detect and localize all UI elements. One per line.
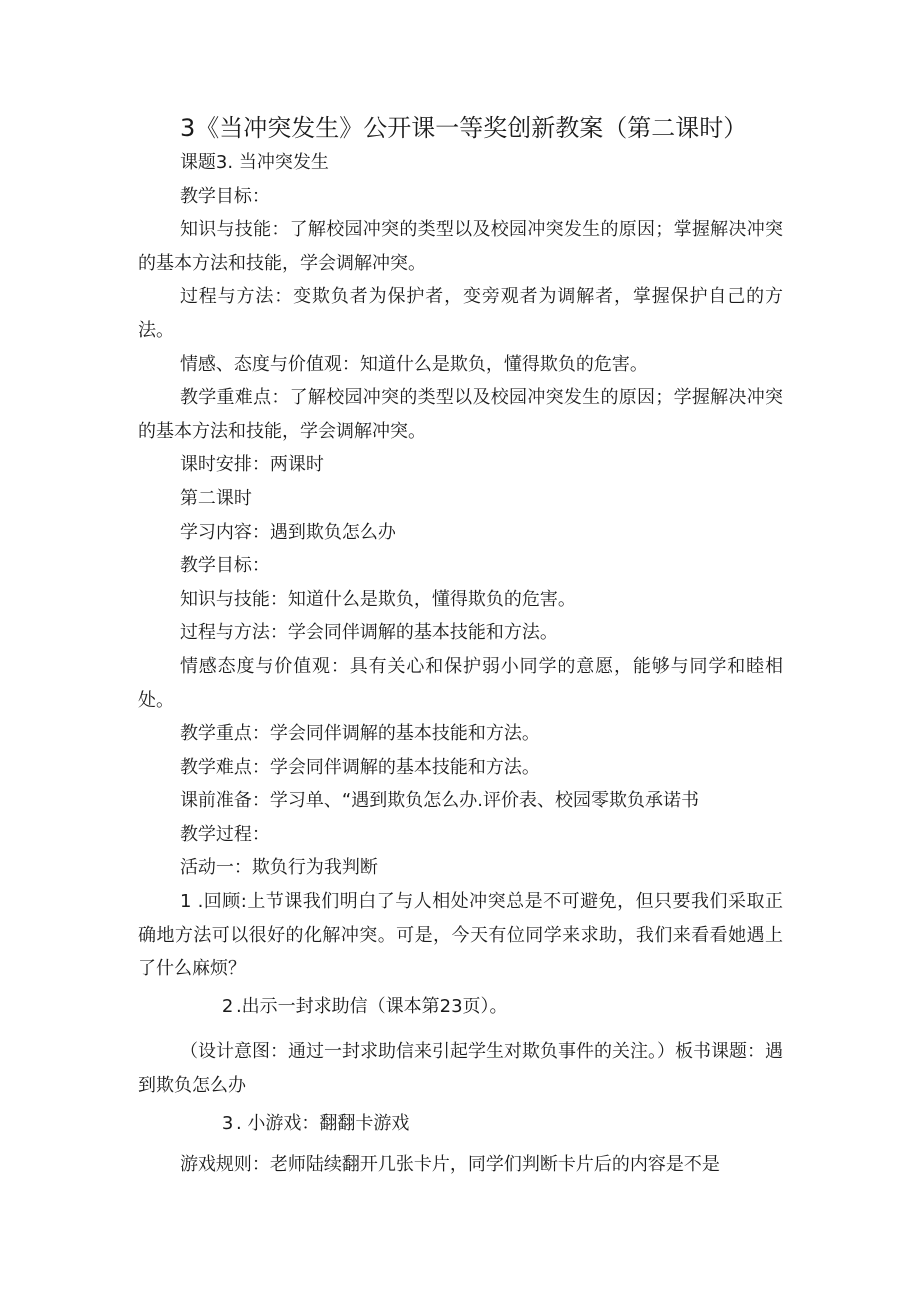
paragraph: 第二课时 [179, 487, 252, 509]
document-body [138, 146, 783, 1182]
paragraph: 教学难点：学会同伴调解的基本技能和方法。 [179, 756, 540, 778]
paragraph: 课题3. 当冲突发生 [179, 152, 329, 173]
paragraph: 情感、态度与价值观：知道什么是欺负，懂得欺负的危害。 [179, 353, 648, 375]
paragraph: 过程与方法：学会同伴调解的基本技能和方法。 [179, 622, 558, 644]
list-number: 2 [221, 995, 234, 1017]
paragraph: 过程与方法：变欺负者为保护者，变旁观者为调解者，掌握保护自己的方法。 [138, 286, 783, 341]
document-title: 3《当冲突发生》公开课一等奖创新教案（第二课时） [180, 114, 748, 142]
paragraph: 1 .回顾:上节课我们明白了与人相处冲突总是不可避免，但只要我们采取正确地方法可以很好的化解冲突。可是，今天有位同学来求助，我们来看看她遇上了什么麻烦？ [138, 891, 783, 980]
paragraph: 情感态度与价值观：具有关心和保护弱小同学的意愿，能够与同学和睦相处。 [138, 655, 783, 711]
paragraph: 学习内容：遇到欺负怎么办 [179, 521, 396, 543]
paragraph: 教学重点：学会同伴调解的基本技能和方法。 [179, 723, 540, 745]
paragraph: 知识与技能：知道什么是欺负，懂得欺负的危害。 [179, 588, 576, 610]
paragraph: 游戏规则：老师陆续翻开几张卡片，同学们判断卡片后的内容是不是 [179, 1154, 720, 1176]
paragraph: 教学过程： [179, 823, 270, 845]
list-item-text: . 小游戏：翻翻卡游戏 [235, 1112, 410, 1134]
paragraph: 课时安排：两课时 [179, 454, 324, 476]
paragraph: 教学重难点：了解校园冲突的类型以及校园冲突发生的原因；学握解决冲突的基本方法和技能，学会调解冲突。 [138, 387, 783, 442]
paragraph: 知识与技能：了解校园冲突的类型以及校园冲突发生的原因；掌握解决冲突的基本方法和技能，学会调解冲突。 [138, 219, 783, 274]
list-item-3 [138, 1107, 783, 1141]
paragraph: 活动一：欺负行为我判断 [179, 857, 378, 879]
design-note: （设计意图：通过一封求助信来引起学生对欺负事件的关注。）板书课题：遇到欺负怎么办 [138, 1041, 783, 1097]
list-item-2 [138, 990, 783, 1024]
list-item-text: .出示一封求助信（课本第23页）。 [235, 995, 508, 1017]
list-number: 3 [221, 1112, 234, 1134]
paragraph: 教学目标： [179, 185, 270, 207]
paragraph: 课前准备：学习单、“遇到欺负怎么办.评价表、校园零欺负承诺书 [179, 790, 699, 812]
paragraph: 教学目标： [179, 555, 270, 577]
